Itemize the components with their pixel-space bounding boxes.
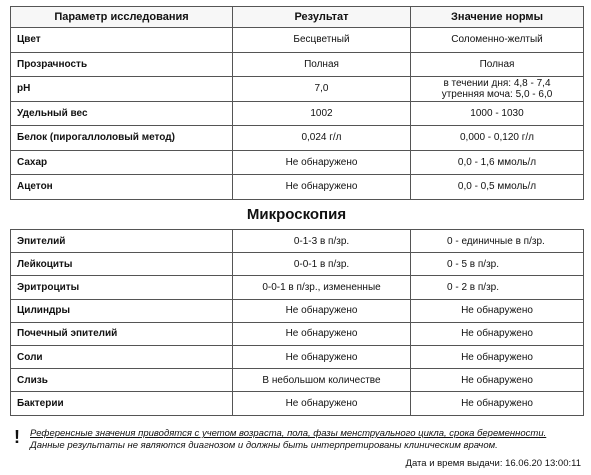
param-cell: Цвет (11, 28, 233, 53)
footnote (30, 428, 585, 452)
result-cell: Бесцветный (233, 28, 411, 53)
result-cell: Не обнаружено (233, 322, 411, 345)
table-row (11, 28, 584, 53)
result-cell: Не обнаружено (233, 392, 411, 415)
param-cell: Прозрачность (11, 52, 233, 77)
norm-cell (411, 150, 584, 175)
norm-cell: Не обнаружено (411, 345, 584, 368)
param-cell: Слизь (11, 369, 233, 392)
param-cell: Соли (11, 345, 233, 368)
param-cell: Ацетон (11, 175, 233, 200)
result-cell: 0-0-1 в п/зр. (233, 253, 411, 276)
result-cell: Полная (233, 52, 411, 77)
norm-cell (411, 28, 584, 53)
microscopy-title: Микроскопия (246, 206, 347, 223)
norm-cell (411, 101, 584, 126)
norm-line: 0,0 - 1,6 ммоль/л (457, 156, 537, 168)
table-row (11, 345, 584, 368)
norm-cell: 0 - 5 в п/зр. (411, 253, 584, 276)
param-cell: Цилиндры (11, 299, 233, 322)
norm-cell: Не обнаружено (411, 369, 584, 392)
norm-line: в течении дня: 4,8 - 7,4 (443, 77, 551, 89)
microscopy-table (10, 229, 584, 416)
table-row (11, 299, 584, 322)
result-cell: Не обнаружено (233, 345, 411, 368)
header-norm: Значение нормы (411, 7, 584, 28)
param-cell: Белок (пирогаллоловый метод) (11, 126, 233, 151)
param-cell: Эпителий (11, 230, 233, 253)
result-cell: 0-0-1 в п/зр., измененные (233, 276, 411, 299)
table-row (11, 77, 584, 102)
table-row (11, 369, 584, 392)
result-cell: 0-1-3 в п/зр. (233, 230, 411, 253)
norm-cell (411, 175, 584, 200)
result-cell: 7,0 (233, 77, 411, 102)
table-row (11, 276, 584, 299)
results-table (10, 6, 584, 200)
norm-cell: 0 - 2 в п/зр. (411, 276, 584, 299)
table-row (11, 52, 584, 77)
warning-mark: ! (14, 427, 20, 447)
table-row (11, 101, 584, 126)
header-param: Параметр исследования (11, 7, 233, 28)
param-cell: pH (11, 77, 233, 102)
result-cell: 0,024 г/л (233, 126, 411, 151)
param-cell: Бактерии (11, 392, 233, 415)
footnote-line-2: Данные результаты не являются диагнозом и должны быть интерпретированы клиническим врачом. (30, 440, 498, 451)
norm-line: Полная (479, 58, 515, 70)
norm-line: 1000 - 1030 (470, 107, 524, 119)
table-row (11, 253, 584, 276)
param-cell: Сахар (11, 150, 233, 175)
norm-line: 0,000 - 0,120 г/л (460, 132, 534, 144)
table-header-row (11, 7, 584, 28)
param-cell: Лейкоциты (11, 253, 233, 276)
norm-cell: Не обнаружено (411, 322, 584, 345)
table-row (11, 230, 584, 253)
table-row (11, 175, 584, 200)
result-cell: 1002 (233, 101, 411, 126)
norm-cell: Не обнаружено (411, 392, 584, 415)
norm-cell: 0 - единичные в п/зр. (411, 230, 584, 253)
norm-line: Соломенно-желтый (451, 34, 543, 46)
param-cell: Эритроциты (11, 276, 233, 299)
param-cell: Удельный вес (11, 101, 233, 126)
result-cell: В небольшом количестве (233, 369, 411, 392)
result-cell: Не обнаружено (233, 150, 411, 175)
norm-cell: Не обнаружено (411, 299, 584, 322)
issue-datetime: Дата и время выдачи: 16.06.20 13:00:11 (405, 458, 581, 469)
norm-cell (411, 52, 584, 77)
table-row (11, 150, 584, 175)
norm-cell (411, 126, 584, 151)
table-row (11, 322, 584, 345)
footnote-line-1: Референсные значения приводятся с учетом возраста, пола, фазы менструального цикла, срока беременности. (30, 428, 547, 439)
norm-line: 0,0 - 0,5 ммоль/л (457, 181, 537, 193)
header-result: Результат (233, 7, 411, 28)
table-row (11, 126, 584, 151)
table-row (11, 392, 584, 415)
param-cell: Почечный эпителий (11, 322, 233, 345)
result-cell: Не обнаружено (233, 175, 411, 200)
result-cell: Не обнаружено (233, 299, 411, 322)
norm-line: утренняя моча: 5,0 - 6,0 (441, 88, 553, 100)
norm-cell (411, 77, 584, 102)
